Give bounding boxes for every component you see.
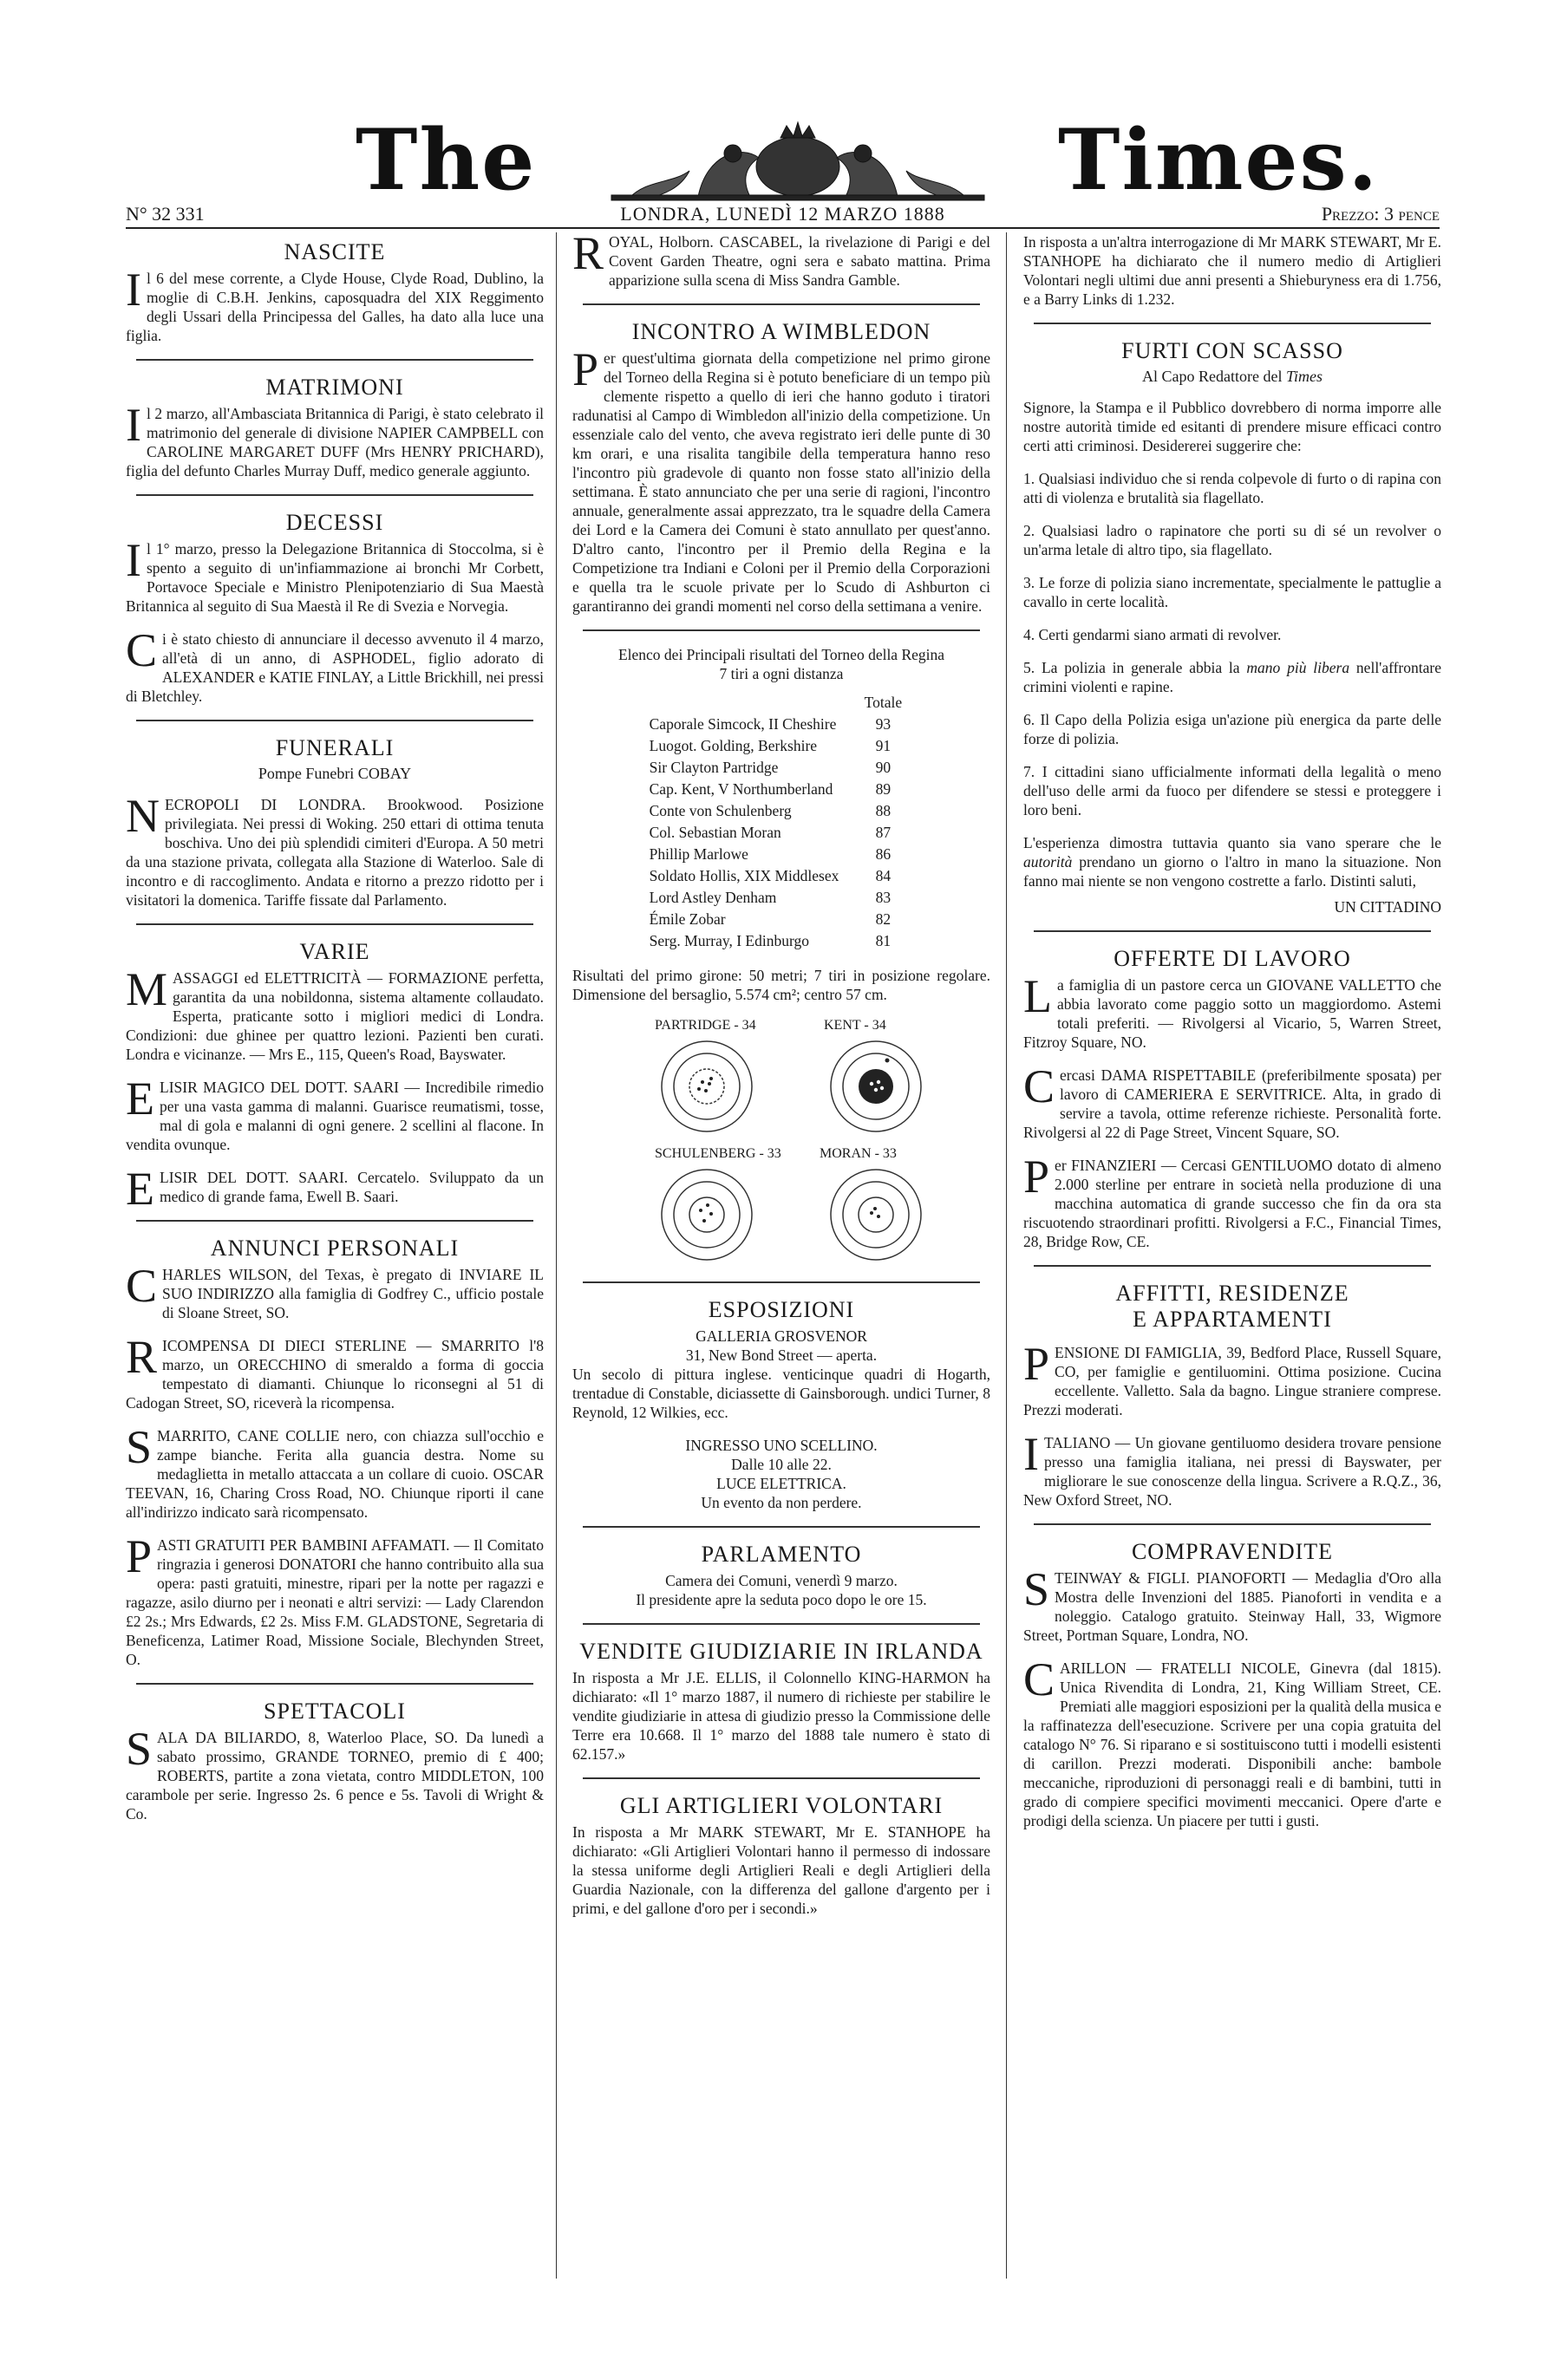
table-row: Luogot. Golding, Berkshire 91	[649, 737, 892, 754]
royal-crest-icon	[594, 119, 1002, 205]
section-heading-furti: FURTI CON SCASSO	[1121, 338, 1343, 363]
divider	[136, 1683, 533, 1685]
personal-ad: SMARRITO, CANE COLLIE nero, con chiazza sull'occhio e zampe bianche. Ferita alla guancia destra. Nome su medaglietta in metallo attaccata a un collare di cuoio. OSCAR TEEVAN, 16, Charing Cross Road, NO. Chiunque riporti il cane all'indirizzo indicato sarà ricompensato.	[126, 1421, 544, 1521]
divider	[136, 720, 533, 721]
personal-ad: PASTI GRATUITI PER BAMBINI AFFAMATI. — Il Comitato ringrazia i generosi DONATORI che hanno contribuito alla sua opera: pasti gratuiti, minestre, ripari per la notte per ragazzi e ragazze, asilo diurno per i neonati e altri servizi: — Lady Clarendon £2 2s.; Mrs Edwards, £2 2s. Miss F.M. GLADSTONE, Segretaria di Beneficenza, Latimer Road, Missione Sociale, Blechynden Street, O.	[126, 1530, 544, 1668]
table-row: Lord Astley Denham 83	[649, 889, 892, 906]
dateline	[126, 198, 1440, 229]
column-2	[572, 227, 990, 1932]
table-row: Phillip Marlowe 86	[649, 845, 892, 863]
divider	[1034, 1265, 1431, 1267]
table-row: Col. Sebastian Moran 87	[649, 824, 892, 841]
divider	[583, 1623, 980, 1625]
divider	[136, 923, 533, 925]
letter-address: Al Capo Redattore del Times	[1142, 368, 1323, 385]
section-subheading: Pompe Funebri COBAY	[258, 765, 412, 782]
section-heading-parlamento: PARLAMENTO	[701, 1542, 862, 1567]
column-rule	[1006, 232, 1007, 2279]
divider	[1034, 1523, 1431, 1525]
letter-item: 2. Qualsiasi ladro o rapinatore che porti su di sé un revolver o un'arma letale di altro tipo, sia flagellato.	[1023, 522, 1441, 558]
letter-item: 5. La polizia in generale abbia la mano più libera nell'affrontare crimini violenti e rapine.	[1023, 659, 1441, 695]
exhibition-info: INGRESSO UNO SCELLINO. Dalle 10 alle 22. LUCE ELETTRICA. Un evento da non perdere.	[685, 1437, 878, 1511]
column-1	[126, 232, 544, 1837]
death-notice: Ci è stato chiesto di annunciare il decesso avvenuto il 4 marzo, all'età di un anno, di ASPHODEL, figlio adorato di ALEXANDER e KATIE FINLAY, a Little Brickhill, nei pressi di Bletchley.	[126, 624, 544, 705]
section-heading-vendite: VENDITE GIUDIZIARIE IN IRLANDA	[579, 1639, 983, 1664]
letter-signature: UN CITTADINO	[1334, 898, 1441, 916]
divider	[583, 1526, 980, 1528]
letter-item: 6. Il Capo della Polizia esiga un'azione più energica da parte delle forze di polizia.	[1023, 711, 1441, 747]
artillery-article: In risposta a Mr MARK STEWART, Mr E. STANHOPE ha dichiarato: «Gli Artiglieri Volontari hanno il permesso di indossare la stessa uniforme degli Artiglieri Reali e degli Artiglieri della Guardia Nazionale, con la differenza del gallone d'argento per i primi, e del gallone d'oro per i secondi.»	[572, 1823, 990, 1917]
results-table	[643, 692, 921, 952]
table-header-row	[643, 692, 921, 714]
theatre-ad: ROYAL, Holborn. CASCABEL, la rivelazione di Parigi e del Covent Garden Theatre, ogni sera e sabato mattina. Prima apparizione sulla scena di Miss Sandra Gamble.	[572, 227, 990, 289]
artillery-continuation: In risposta a un'altra interrogazione di Mr MARK STEWART, Mr E. STANHOPE ha dichiarato che il numero medio di Artiglieri Volontari negli ultimi due anni presenti a Shieburyness era di 1.756, e a Barry Links di 1.232.	[1023, 233, 1441, 308]
misc-ad: ELISIR DEL DOTT. SAARI. Cercatelo. Sviluppato da un medico di grande fama, Ewell B. Saari.	[126, 1163, 544, 1215]
divider	[583, 1281, 980, 1283]
table-row: Émile Zobar 82	[649, 910, 892, 928]
divider	[136, 1220, 533, 1222]
column-3	[1023, 232, 1441, 1844]
job-ad: Per FINANZIERI — Cercasi GENTILUOMO dotato di almeno 2.000 sterline per entrare in società nella produzione di una macchina automatica di grande successo che fin da ora sta riscuotendo straordinari profitti. Rivolgersi a F.C., Financial Times, 28, Bridge Row, CE.	[1023, 1151, 1441, 1250]
sale-ad: CARILLON — FRATELLI NICOLE, Ginevra (dal 1815). Unica Rivendita di Londra, 21, King William Street, CE. Premiati alle maggiori esposizioni per la qualità della musica e la raffinatezza dell'esecuzione. Scrivere per una copia gratuita del catalogo N° 76. Si riparano e si sostituiscono tutti i modelli esistenti di carillon. Prezzi moderati. Disponibili anche: bambole meccaniche, riproduzioni di personaggi reali e di bambini, tutti in grado di compiere specifici movimenti meccanici. Opere d'arte e prodigi della scienza. Un piacere per tutti i gusti.	[1023, 1653, 1441, 1829]
misc-ad: MASSAGGI ed ELETTRICITÀ — FORMAZIONE perfetta, garantita da una nobildonna, sistema altamente collaudato. Esperta, praticante sotto i migliori medici di Londra. Condizioni: due ghinee per quattro lezioni. Pazienti ben curati. Londra e vicinanze. — Mrs E., 115, Queen's Road, Bayswater.	[126, 963, 544, 1063]
table-row: Sir Clayton Partridge 90	[649, 759, 892, 776]
divider	[1034, 930, 1431, 932]
section-heading-affitti-line2: E APPARTAMENTI	[1133, 1307, 1332, 1332]
birth-notice: Il 6 del mese corrente, a Clyde House, Clyde Road, Dublino, la moglie di C.B.H. Jenkins, caposquadra del XIX Reggimento degli Ussari della Principessa del Galles, ha dato alla luce una figlia.	[126, 264, 544, 344]
table-row: Cap. Kent, V Northumberland 89	[649, 780, 892, 798]
target-diagrams	[572, 1018, 990, 1269]
divider	[136, 359, 533, 361]
issue-price: Prezzo: 3 pence	[1321, 203, 1440, 225]
letter-paragraph: L'esperienza dimostra tuttavia quanto sia vano sperare che le autorità prendano un giorno o l'altro in mano la situazione. Non fanno mai niente se non vengono costrette a farlo. Distinti saluti,	[1023, 834, 1441, 890]
issue-date: LONDRA, LUNEDÌ 12 MARZO 1888	[620, 203, 945, 225]
section-heading-matrimoni: MATRIMONI	[265, 375, 404, 400]
rental-ad: PENSIONE DI FAMIGLIA, 39, Bedford Place, Russell Square, CO, per famiglie e gentiluomini. Ottima posizione. Cucina eccellente. Valletto. Sala da bagno. Lingue straniere comprese. Prezzi moderati.	[1023, 1338, 1441, 1418]
job-ad: La famiglia di un pastore cerca un GIOVANE VALLETTO che abbia lavorato come paggio sotto un maggiordomo. Astemi totali preferiti. — Rivolgersi al Vicario, 5, Warren Street, Fitzroy Square, NO.	[1023, 970, 1441, 1051]
section-heading-artiglieri: GLI ARTIGLIERI VOLONTARI	[619, 1793, 944, 1818]
section-heading-funerali: FUNERALI	[275, 735, 395, 760]
job-ad: Cercasi DAMA RISPETTABILE (preferibilmente sposata) per lavoro di CAMERIERA E SERVITRICE. Alta, in grado di servire a tavola, ottime referenze richieste. Personalità forte. Rivolgersi al 22 di Page Street, Vincent Square, SO.	[1023, 1060, 1441, 1141]
section-heading-offerte: OFFERTE DI LAVORO	[1114, 946, 1351, 971]
section-heading-esposizioni: ESPOSIZIONI	[708, 1297, 855, 1322]
target-label: MORAN - 33	[820, 1146, 897, 1161]
judicial-sales-article: In risposta a Mr J.E. ELLIS, il Colonnello KING-HARMON ha dichiarato: «Il 1° marzo 1887, il numero di richieste per stabilire le vendite giudiziarie in attesa di giudizio presso la Commissione delle Terre era 10.668. Il 1° marzo del 1888 tale numero è stato di 62.157.»	[572, 1669, 990, 1763]
rental-ad: ITALIANO — Un giovane gentiluomo desidera trovare pensione presso una famiglia italiana, nei pressi di Bayswater, per migliorare le sue conoscenze della lingua. Scrivere a R.Q.Z., 36, New Oxford Street, NO.	[1023, 1428, 1441, 1509]
gallery-name: GALLERIA GROSVENOR	[696, 1327, 867, 1345]
letter-item: 1. Qualsiasi individuo che si renda colpevole di furto o di rapina con atti di violenza e brutalità sia flagellato.	[1023, 470, 1441, 506]
table-row: Conte von Schulenberg 88	[649, 802, 892, 819]
section-heading-decessi: DECESSI	[285, 510, 384, 535]
section-heading-wimbledon: INCONTRO A WIMBLEDON	[631, 319, 931, 344]
section-heading-spettacoli: SPETTACOLI	[264, 1699, 406, 1724]
issue-number: N° 32 331	[126, 203, 205, 225]
section-heading-varie: VARIE	[299, 939, 370, 964]
divider	[583, 1777, 980, 1779]
divider	[583, 629, 980, 631]
sale-ad: STEINWAY & FIGLI. PIANOFORTI — Medaglia d'Oro alla Mostra delle Invenzioni del 1885. Pianoforti in vendita e a noleggio. Catalogo gratuito. Steinway Hall, 33, Wigmore Street, Portman Square, Londra, NO.	[1023, 1563, 1441, 1644]
letter-item: 7. I cittadini siano ufficialmente informati della legalità o meno dell'uso delle armi da fuoco per difendere se stessi e proteggere i loro beni.	[1023, 763, 1441, 818]
total-column-header: Totale	[864, 694, 903, 711]
personal-ad: CHARLES WILSON, del Texas, è pregato di INVIARE IL SUO INDIRIZZO alla famiglia di Godfrey C., ufficio postale di Sloane Street, SO.	[126, 1260, 544, 1321]
funeral-notice: NECROPOLI DI LONDRA. Brookwood. Posizione privilegiata. Nei pressi di Woking. 250 ettari di ottima tenuta boschiva. Uno dei più splendidi cimiteri d'Europa. A 50 metri da una stazione privata, collegata alla Stazione di Waterloo. Sale di incontro e di raccoglimento. Andata e ritorno a prezzo ridotto per i visitatori la domenica. Tariffe fissate dal Parlamento.	[126, 790, 544, 909]
letter-paragraph: Signore, la Stampa e il Pubblico dovrebbero di norma imporre alle nostre autorità timide ed esitanti di prendere misure efficaci contro certi atti criminosi. Desidererei suggerire che:	[1023, 399, 1441, 454]
column-rule	[556, 232, 557, 2279]
letter-item: 3. Le forze di polizia siano incrementate, specialmente le pattuglie a cavallo in certe località.	[1023, 574, 1441, 610]
divider	[1034, 323, 1431, 324]
target-icon	[659, 1167, 754, 1262]
table-row: Caporale Simcock, II Cheshire 93	[649, 715, 892, 733]
letter-item: 4. Certi gendarmi siano armati di revolver.	[1023, 626, 1282, 643]
gallery-address: 31, New Bond Street — aperta.	[685, 1346, 878, 1364]
section-heading-compravendite: COMPRAVENDITE	[1131, 1539, 1334, 1564]
section-heading-affitti: AFFITTI, RESIDENZE	[1115, 1281, 1349, 1306]
divider	[136, 494, 533, 496]
target-icon	[659, 1039, 754, 1134]
exhibition-text: Un secolo di pittura inglese. venticinque quadri di Hogarth, trentadue di Constable, diciassette di Gainsborough. undici Turner, 8 Reynold, 12 Wilkies, ecc.	[572, 1366, 990, 1421]
target-label: PARTRIDGE - 34	[655, 1018, 756, 1033]
target-label: KENT - 34	[824, 1018, 886, 1033]
section-heading-nascite: NASCITE	[284, 239, 386, 264]
results-note: Risultati del primo girone: 50 metri; 7 tiri in posizione regolare. Dimensione del bersaglio, 5.574 cm²; centro 57 cm.	[572, 967, 990, 1003]
wimbledon-article: Per quest'ultima giornata della competizione nel primo girone del Torneo della Regina si è potuto beneficiare di un tempo più clemente rispetto a quello di ieri che hanno goduto i tiratori radunatisi al Campo di Wimbledon all'inizio della competizione. Un essenziale calo del vento, che aveva registrato ieri delle punte di 30 km orari, e una risalita tangibile della temperatura hanno reso l'incontro più gradevole di quanto non fosse stato all'inizio della settimana. È stato annunciato che per una serie di ragioni, l'incontro annuale, generalmente assai apprezzato, tra le squadre della Camera dei Lord e la Camera dei Comuni è stato annullato per quest'anno. D'altro canto, l'incontro per il Premio della Regina e la Competizione tra Indiani e Coloni per il Premio della Corporazioni e quella tra le scuole private per lo Scudo di Ashburton ci garantiranno dei grandi momenti nel corso della settimana a venire.	[572, 343, 990, 615]
misc-ad: ELISIR MAGICO DEL DOTT. SAARI — Incredibile rimedio per una vasta gamma di malanni. Guarisce reumatismi, tosse, mal di gola e malanni di ogni genere. 2 scellini al flacone. In vendita ovunque.	[126, 1073, 544, 1153]
personal-ad: RICOMPENSA DI DIECI STERLINE — SMARRITO l'8 marzo, un ORECCHINO di smeraldo a forma di goccia tempestato di diamanti. Chiunque lo riconsegni al 51 di Cadogan Street, SO, riceverà la ricompensa.	[126, 1331, 544, 1412]
table-row: Soldato Hollis, XIX Middlesex 84	[649, 867, 892, 884]
divider	[583, 303, 980, 305]
masthead-word-the: The	[356, 111, 537, 209]
marriage-notice: Il 2 marzo, all'Ambasciata Britannica di Parigi, è stato celebrato il matrimonio del generale di divisione NAPIER CAMPBELL con CAROLINE MARGARET DUFF (Mrs HENRY PRICHARD), figlia del defunto Charles Murray Duff, medico generale aggiunto.	[126, 399, 544, 479]
target-icon	[828, 1167, 924, 1262]
masthead-word-times: Times.	[1058, 111, 1380, 209]
table-row: Serg. Murray, I Edinburgo 81	[649, 932, 892, 949]
target-label: SCHULENBERG - 33	[655, 1146, 781, 1161]
death-notice: Il 1° marzo, presso la Delegazione Britannica di Stoccolma, si è spento a seguito di un'infiammazione ai bronchi Mr Corbett, Portavoce Speciale e Ministro Plenipotenziario di Sua Maestà Britannica al seguito di Sua Maestà il Re di Svezia e Norvegia.	[126, 534, 544, 615]
show-ad: SALA DA BILIARDO, 8, Waterloo Place, SO. Da lunedì a sabato prossimo, GRANDE TORNEO, premio di £ 400; ROBERTS, partite a zona vietata, contro MIDDLETON, 100 carambole per serie. Ingresso 2s. 6 pence e 5s. Tavoli di Wright & Co.	[126, 1723, 544, 1822]
parliament-info: Camera dei Comuni, venerdì 9 marzo. Il presidente apre la seduta poco dopo le ore 15.	[636, 1572, 927, 1608]
section-heading-annunci: ANNUNCI PERSONALI	[210, 1236, 460, 1261]
results-title: Elenco dei Principali risultati del Torneo della Regina 7 tiri a ogni distanza	[617, 646, 945, 682]
target-icon	[828, 1039, 924, 1134]
